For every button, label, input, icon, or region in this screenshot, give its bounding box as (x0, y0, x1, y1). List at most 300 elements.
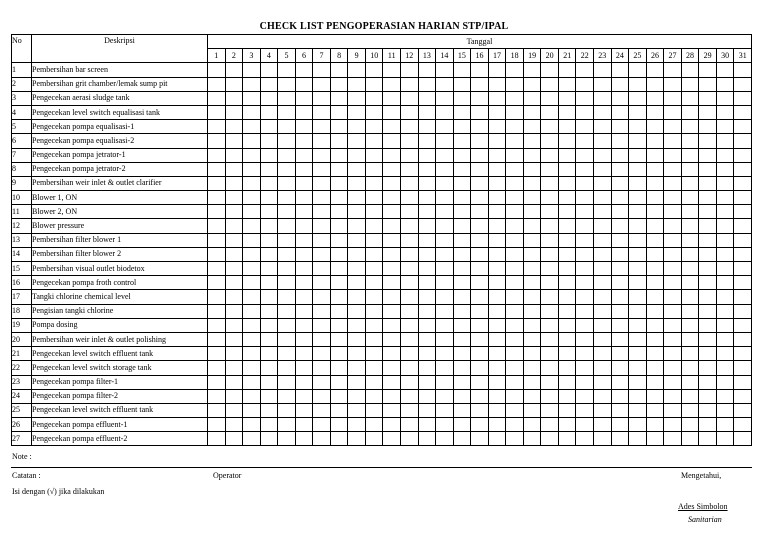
check-cell[interactable] (278, 304, 296, 318)
check-cell[interactable] (436, 134, 454, 148)
check-cell[interactable] (646, 162, 664, 176)
check-cell[interactable] (488, 105, 506, 119)
check-cell[interactable] (348, 290, 366, 304)
check-cell[interactable] (330, 304, 348, 318)
check-cell[interactable] (664, 247, 682, 261)
check-cell[interactable] (699, 403, 717, 417)
check-cell[interactable] (471, 318, 489, 332)
check-cell[interactable] (664, 432, 682, 446)
check-cell[interactable] (313, 403, 331, 417)
check-cell[interactable] (488, 191, 506, 205)
check-cell[interactable] (278, 191, 296, 205)
check-cell[interactable] (646, 205, 664, 219)
check-cell[interactable] (471, 219, 489, 233)
check-cell[interactable] (611, 134, 629, 148)
check-cell[interactable] (611, 247, 629, 261)
check-cell[interactable] (506, 418, 524, 432)
check-cell[interactable] (734, 276, 752, 290)
check-cell[interactable] (453, 332, 471, 346)
check-cell[interactable] (488, 120, 506, 134)
check-cell[interactable] (576, 432, 594, 446)
check-cell[interactable] (383, 432, 401, 446)
check-cell[interactable] (594, 318, 612, 332)
check-cell[interactable] (436, 332, 454, 346)
check-cell[interactable] (699, 347, 717, 361)
check-cell[interactable] (365, 233, 383, 247)
check-cell[interactable] (734, 304, 752, 318)
check-cell[interactable] (330, 432, 348, 446)
check-cell[interactable] (716, 91, 734, 105)
check-cell[interactable] (523, 219, 541, 233)
check-cell[interactable] (558, 205, 576, 219)
check-cell[interactable] (260, 105, 278, 119)
check-cell[interactable] (383, 247, 401, 261)
check-cell[interactable] (681, 432, 699, 446)
check-cell[interactable] (225, 176, 243, 190)
check-cell[interactable] (629, 375, 647, 389)
check-cell[interactable] (488, 63, 506, 77)
check-cell[interactable] (348, 134, 366, 148)
check-cell[interactable] (734, 176, 752, 190)
check-cell[interactable] (506, 375, 524, 389)
check-cell[interactable] (699, 290, 717, 304)
check-cell[interactable] (260, 176, 278, 190)
check-cell[interactable] (243, 247, 261, 261)
check-cell[interactable] (383, 403, 401, 417)
check-cell[interactable] (225, 233, 243, 247)
check-cell[interactable] (436, 247, 454, 261)
check-cell[interactable] (436, 432, 454, 446)
check-cell[interactable] (611, 361, 629, 375)
check-cell[interactable] (541, 318, 559, 332)
check-cell[interactable] (225, 290, 243, 304)
check-cell[interactable] (471, 247, 489, 261)
check-cell[interactable] (576, 105, 594, 119)
check-cell[interactable] (594, 347, 612, 361)
check-cell[interactable] (541, 262, 559, 276)
check-cell[interactable] (681, 332, 699, 346)
check-cell[interactable] (611, 176, 629, 190)
check-cell[interactable] (401, 304, 419, 318)
check-cell[interactable] (401, 176, 419, 190)
check-cell[interactable] (646, 105, 664, 119)
check-cell[interactable] (436, 304, 454, 318)
check-cell[interactable] (365, 63, 383, 77)
check-cell[interactable] (681, 247, 699, 261)
check-cell[interactable] (523, 418, 541, 432)
check-cell[interactable] (243, 304, 261, 318)
check-cell[interactable] (734, 91, 752, 105)
check-cell[interactable] (523, 276, 541, 290)
check-cell[interactable] (348, 361, 366, 375)
check-cell[interactable] (716, 120, 734, 134)
check-cell[interactable] (243, 91, 261, 105)
check-cell[interactable] (313, 361, 331, 375)
check-cell[interactable] (488, 176, 506, 190)
check-cell[interactable] (243, 262, 261, 276)
check-cell[interactable] (558, 432, 576, 446)
check-cell[interactable] (681, 318, 699, 332)
check-cell[interactable] (594, 332, 612, 346)
check-cell[interactable] (716, 63, 734, 77)
check-cell[interactable] (295, 389, 313, 403)
check-cell[interactable] (681, 375, 699, 389)
check-cell[interactable] (330, 134, 348, 148)
check-cell[interactable] (225, 120, 243, 134)
check-cell[interactable] (699, 77, 717, 91)
check-cell[interactable] (488, 134, 506, 148)
check-cell[interactable] (558, 418, 576, 432)
check-cell[interactable] (295, 403, 313, 417)
check-cell[interactable] (278, 63, 296, 77)
check-cell[interactable] (471, 432, 489, 446)
check-cell[interactable] (383, 290, 401, 304)
check-cell[interactable] (453, 361, 471, 375)
check-cell[interactable] (365, 361, 383, 375)
check-cell[interactable] (611, 276, 629, 290)
check-cell[interactable] (541, 403, 559, 417)
check-cell[interactable] (208, 233, 226, 247)
check-cell[interactable] (646, 276, 664, 290)
check-cell[interactable] (208, 389, 226, 403)
check-cell[interactable] (383, 375, 401, 389)
check-cell[interactable] (243, 318, 261, 332)
check-cell[interactable] (418, 162, 436, 176)
check-cell[interactable] (664, 134, 682, 148)
check-cell[interactable] (699, 418, 717, 432)
check-cell[interactable] (646, 91, 664, 105)
check-cell[interactable] (313, 432, 331, 446)
check-cell[interactable] (734, 389, 752, 403)
check-cell[interactable] (365, 347, 383, 361)
check-cell[interactable] (716, 262, 734, 276)
check-cell[interactable] (365, 389, 383, 403)
check-cell[interactable] (576, 162, 594, 176)
check-cell[interactable] (558, 134, 576, 148)
check-cell[interactable] (558, 162, 576, 176)
check-cell[interactable] (506, 176, 524, 190)
check-cell[interactable] (243, 418, 261, 432)
check-cell[interactable] (506, 276, 524, 290)
check-cell[interactable] (225, 148, 243, 162)
check-cell[interactable] (313, 290, 331, 304)
check-cell[interactable] (383, 191, 401, 205)
check-cell[interactable] (260, 403, 278, 417)
check-cell[interactable] (330, 105, 348, 119)
check-cell[interactable] (295, 276, 313, 290)
check-cell[interactable] (734, 375, 752, 389)
check-cell[interactable] (208, 105, 226, 119)
check-cell[interactable] (243, 120, 261, 134)
check-cell[interactable] (541, 91, 559, 105)
check-cell[interactable] (488, 148, 506, 162)
check-cell[interactable] (734, 432, 752, 446)
check-cell[interactable] (208, 176, 226, 190)
check-cell[interactable] (295, 347, 313, 361)
check-cell[interactable] (523, 162, 541, 176)
check-cell[interactable] (243, 347, 261, 361)
check-cell[interactable] (646, 219, 664, 233)
check-cell[interactable] (313, 148, 331, 162)
check-cell[interactable] (506, 389, 524, 403)
check-cell[interactable] (418, 276, 436, 290)
check-cell[interactable] (611, 233, 629, 247)
check-cell[interactable] (278, 91, 296, 105)
check-cell[interactable] (348, 432, 366, 446)
check-cell[interactable] (453, 105, 471, 119)
check-cell[interactable] (716, 191, 734, 205)
check-cell[interactable] (523, 134, 541, 148)
check-cell[interactable] (523, 389, 541, 403)
check-cell[interactable] (716, 304, 734, 318)
check-cell[interactable] (208, 120, 226, 134)
check-cell[interactable] (330, 318, 348, 332)
check-cell[interactable] (260, 276, 278, 290)
check-cell[interactable] (681, 120, 699, 134)
check-cell[interactable] (488, 219, 506, 233)
check-cell[interactable] (295, 91, 313, 105)
check-cell[interactable] (418, 247, 436, 261)
check-cell[interactable] (453, 162, 471, 176)
check-cell[interactable] (664, 176, 682, 190)
check-cell[interactable] (225, 403, 243, 417)
check-cell[interactable] (313, 77, 331, 91)
check-cell[interactable] (401, 247, 419, 261)
check-cell[interactable] (488, 432, 506, 446)
check-cell[interactable] (611, 91, 629, 105)
check-cell[interactable] (260, 332, 278, 346)
check-cell[interactable] (699, 105, 717, 119)
check-cell[interactable] (716, 105, 734, 119)
check-cell[interactable] (734, 418, 752, 432)
check-cell[interactable] (734, 148, 752, 162)
check-cell[interactable] (506, 233, 524, 247)
check-cell[interactable] (383, 77, 401, 91)
check-cell[interactable] (541, 304, 559, 318)
check-cell[interactable] (383, 233, 401, 247)
check-cell[interactable] (664, 389, 682, 403)
check-cell[interactable] (594, 403, 612, 417)
check-cell[interactable] (453, 233, 471, 247)
check-cell[interactable] (664, 219, 682, 233)
check-cell[interactable] (471, 304, 489, 318)
check-cell[interactable] (453, 347, 471, 361)
check-cell[interactable] (348, 375, 366, 389)
check-cell[interactable] (243, 332, 261, 346)
check-cell[interactable] (558, 91, 576, 105)
check-cell[interactable] (611, 347, 629, 361)
check-cell[interactable] (699, 162, 717, 176)
check-cell[interactable] (716, 176, 734, 190)
check-cell[interactable] (436, 162, 454, 176)
check-cell[interactable] (506, 134, 524, 148)
check-cell[interactable] (278, 403, 296, 417)
check-cell[interactable] (436, 91, 454, 105)
check-cell[interactable] (208, 191, 226, 205)
check-cell[interactable] (611, 403, 629, 417)
check-cell[interactable] (225, 276, 243, 290)
check-cell[interactable] (629, 162, 647, 176)
check-cell[interactable] (541, 191, 559, 205)
check-cell[interactable] (330, 91, 348, 105)
check-cell[interactable] (646, 361, 664, 375)
check-cell[interactable] (471, 91, 489, 105)
check-cell[interactable] (453, 318, 471, 332)
check-cell[interactable] (558, 347, 576, 361)
check-cell[interactable] (348, 191, 366, 205)
check-cell[interactable] (453, 63, 471, 77)
check-cell[interactable] (558, 290, 576, 304)
check-cell[interactable] (278, 134, 296, 148)
check-cell[interactable] (401, 276, 419, 290)
check-cell[interactable] (611, 219, 629, 233)
check-cell[interactable] (295, 233, 313, 247)
check-cell[interactable] (629, 347, 647, 361)
check-cell[interactable] (681, 91, 699, 105)
check-cell[interactable] (295, 205, 313, 219)
check-cell[interactable] (208, 134, 226, 148)
check-cell[interactable] (594, 219, 612, 233)
check-cell[interactable] (208, 347, 226, 361)
check-cell[interactable] (313, 219, 331, 233)
check-cell[interactable] (664, 63, 682, 77)
check-cell[interactable] (453, 418, 471, 432)
check-cell[interactable] (646, 120, 664, 134)
check-cell[interactable] (348, 247, 366, 261)
check-cell[interactable] (681, 134, 699, 148)
check-cell[interactable] (330, 262, 348, 276)
check-cell[interactable] (436, 120, 454, 134)
check-cell[interactable] (506, 77, 524, 91)
check-cell[interactable] (611, 77, 629, 91)
check-cell[interactable] (629, 332, 647, 346)
check-cell[interactable] (488, 91, 506, 105)
check-cell[interactable] (646, 148, 664, 162)
check-cell[interactable] (453, 262, 471, 276)
check-cell[interactable] (506, 63, 524, 77)
check-cell[interactable] (418, 105, 436, 119)
check-cell[interactable] (594, 162, 612, 176)
check-cell[interactable] (523, 233, 541, 247)
check-cell[interactable] (418, 403, 436, 417)
check-cell[interactable] (208, 403, 226, 417)
check-cell[interactable] (734, 262, 752, 276)
check-cell[interactable] (330, 375, 348, 389)
check-cell[interactable] (558, 191, 576, 205)
check-cell[interactable] (330, 403, 348, 417)
check-cell[interactable] (664, 347, 682, 361)
check-cell[interactable] (295, 134, 313, 148)
check-cell[interactable] (383, 219, 401, 233)
check-cell[interactable] (330, 418, 348, 432)
check-cell[interactable] (278, 318, 296, 332)
check-cell[interactable] (471, 134, 489, 148)
check-cell[interactable] (225, 219, 243, 233)
check-cell[interactable] (401, 290, 419, 304)
check-cell[interactable] (541, 332, 559, 346)
check-cell[interactable] (471, 276, 489, 290)
check-cell[interactable] (453, 432, 471, 446)
check-cell[interactable] (295, 432, 313, 446)
check-cell[interactable] (576, 304, 594, 318)
check-cell[interactable] (401, 205, 419, 219)
check-cell[interactable] (629, 318, 647, 332)
check-cell[interactable] (646, 134, 664, 148)
check-cell[interactable] (558, 361, 576, 375)
check-cell[interactable] (523, 361, 541, 375)
check-cell[interactable] (594, 63, 612, 77)
check-cell[interactable] (208, 63, 226, 77)
check-cell[interactable] (734, 63, 752, 77)
check-cell[interactable] (313, 162, 331, 176)
check-cell[interactable] (716, 361, 734, 375)
check-cell[interactable] (436, 375, 454, 389)
check-cell[interactable] (734, 134, 752, 148)
check-cell[interactable] (558, 247, 576, 261)
check-cell[interactable] (295, 219, 313, 233)
check-cell[interactable] (646, 77, 664, 91)
check-cell[interactable] (629, 91, 647, 105)
check-cell[interactable] (383, 120, 401, 134)
check-cell[interactable] (576, 389, 594, 403)
check-cell[interactable] (260, 290, 278, 304)
check-cell[interactable] (330, 290, 348, 304)
check-cell[interactable] (348, 63, 366, 77)
check-cell[interactable] (576, 205, 594, 219)
check-cell[interactable] (365, 332, 383, 346)
check-cell[interactable] (243, 375, 261, 389)
check-cell[interactable] (225, 91, 243, 105)
check-cell[interactable] (541, 276, 559, 290)
check-cell[interactable] (629, 120, 647, 134)
check-cell[interactable] (646, 247, 664, 261)
check-cell[interactable] (646, 403, 664, 417)
check-cell[interactable] (576, 63, 594, 77)
check-cell[interactable] (260, 347, 278, 361)
check-cell[interactable] (348, 262, 366, 276)
check-cell[interactable] (208, 205, 226, 219)
check-cell[interactable] (278, 105, 296, 119)
check-cell[interactable] (541, 290, 559, 304)
check-cell[interactable] (260, 219, 278, 233)
check-cell[interactable] (488, 418, 506, 432)
check-cell[interactable] (348, 418, 366, 432)
check-cell[interactable] (471, 63, 489, 77)
check-cell[interactable] (541, 418, 559, 432)
check-cell[interactable] (629, 134, 647, 148)
check-cell[interactable] (260, 304, 278, 318)
check-cell[interactable] (243, 290, 261, 304)
check-cell[interactable] (681, 105, 699, 119)
check-cell[interactable] (541, 176, 559, 190)
check-cell[interactable] (208, 361, 226, 375)
check-cell[interactable] (278, 77, 296, 91)
check-cell[interactable] (488, 247, 506, 261)
check-cell[interactable] (488, 361, 506, 375)
check-cell[interactable] (576, 347, 594, 361)
check-cell[interactable] (225, 347, 243, 361)
check-cell[interactable] (365, 276, 383, 290)
check-cell[interactable] (243, 432, 261, 446)
check-cell[interactable] (541, 205, 559, 219)
check-cell[interactable] (611, 290, 629, 304)
check-cell[interactable] (611, 389, 629, 403)
check-cell[interactable] (716, 233, 734, 247)
check-cell[interactable] (646, 63, 664, 77)
check-cell[interactable] (558, 304, 576, 318)
check-cell[interactable] (734, 162, 752, 176)
check-cell[interactable] (208, 148, 226, 162)
